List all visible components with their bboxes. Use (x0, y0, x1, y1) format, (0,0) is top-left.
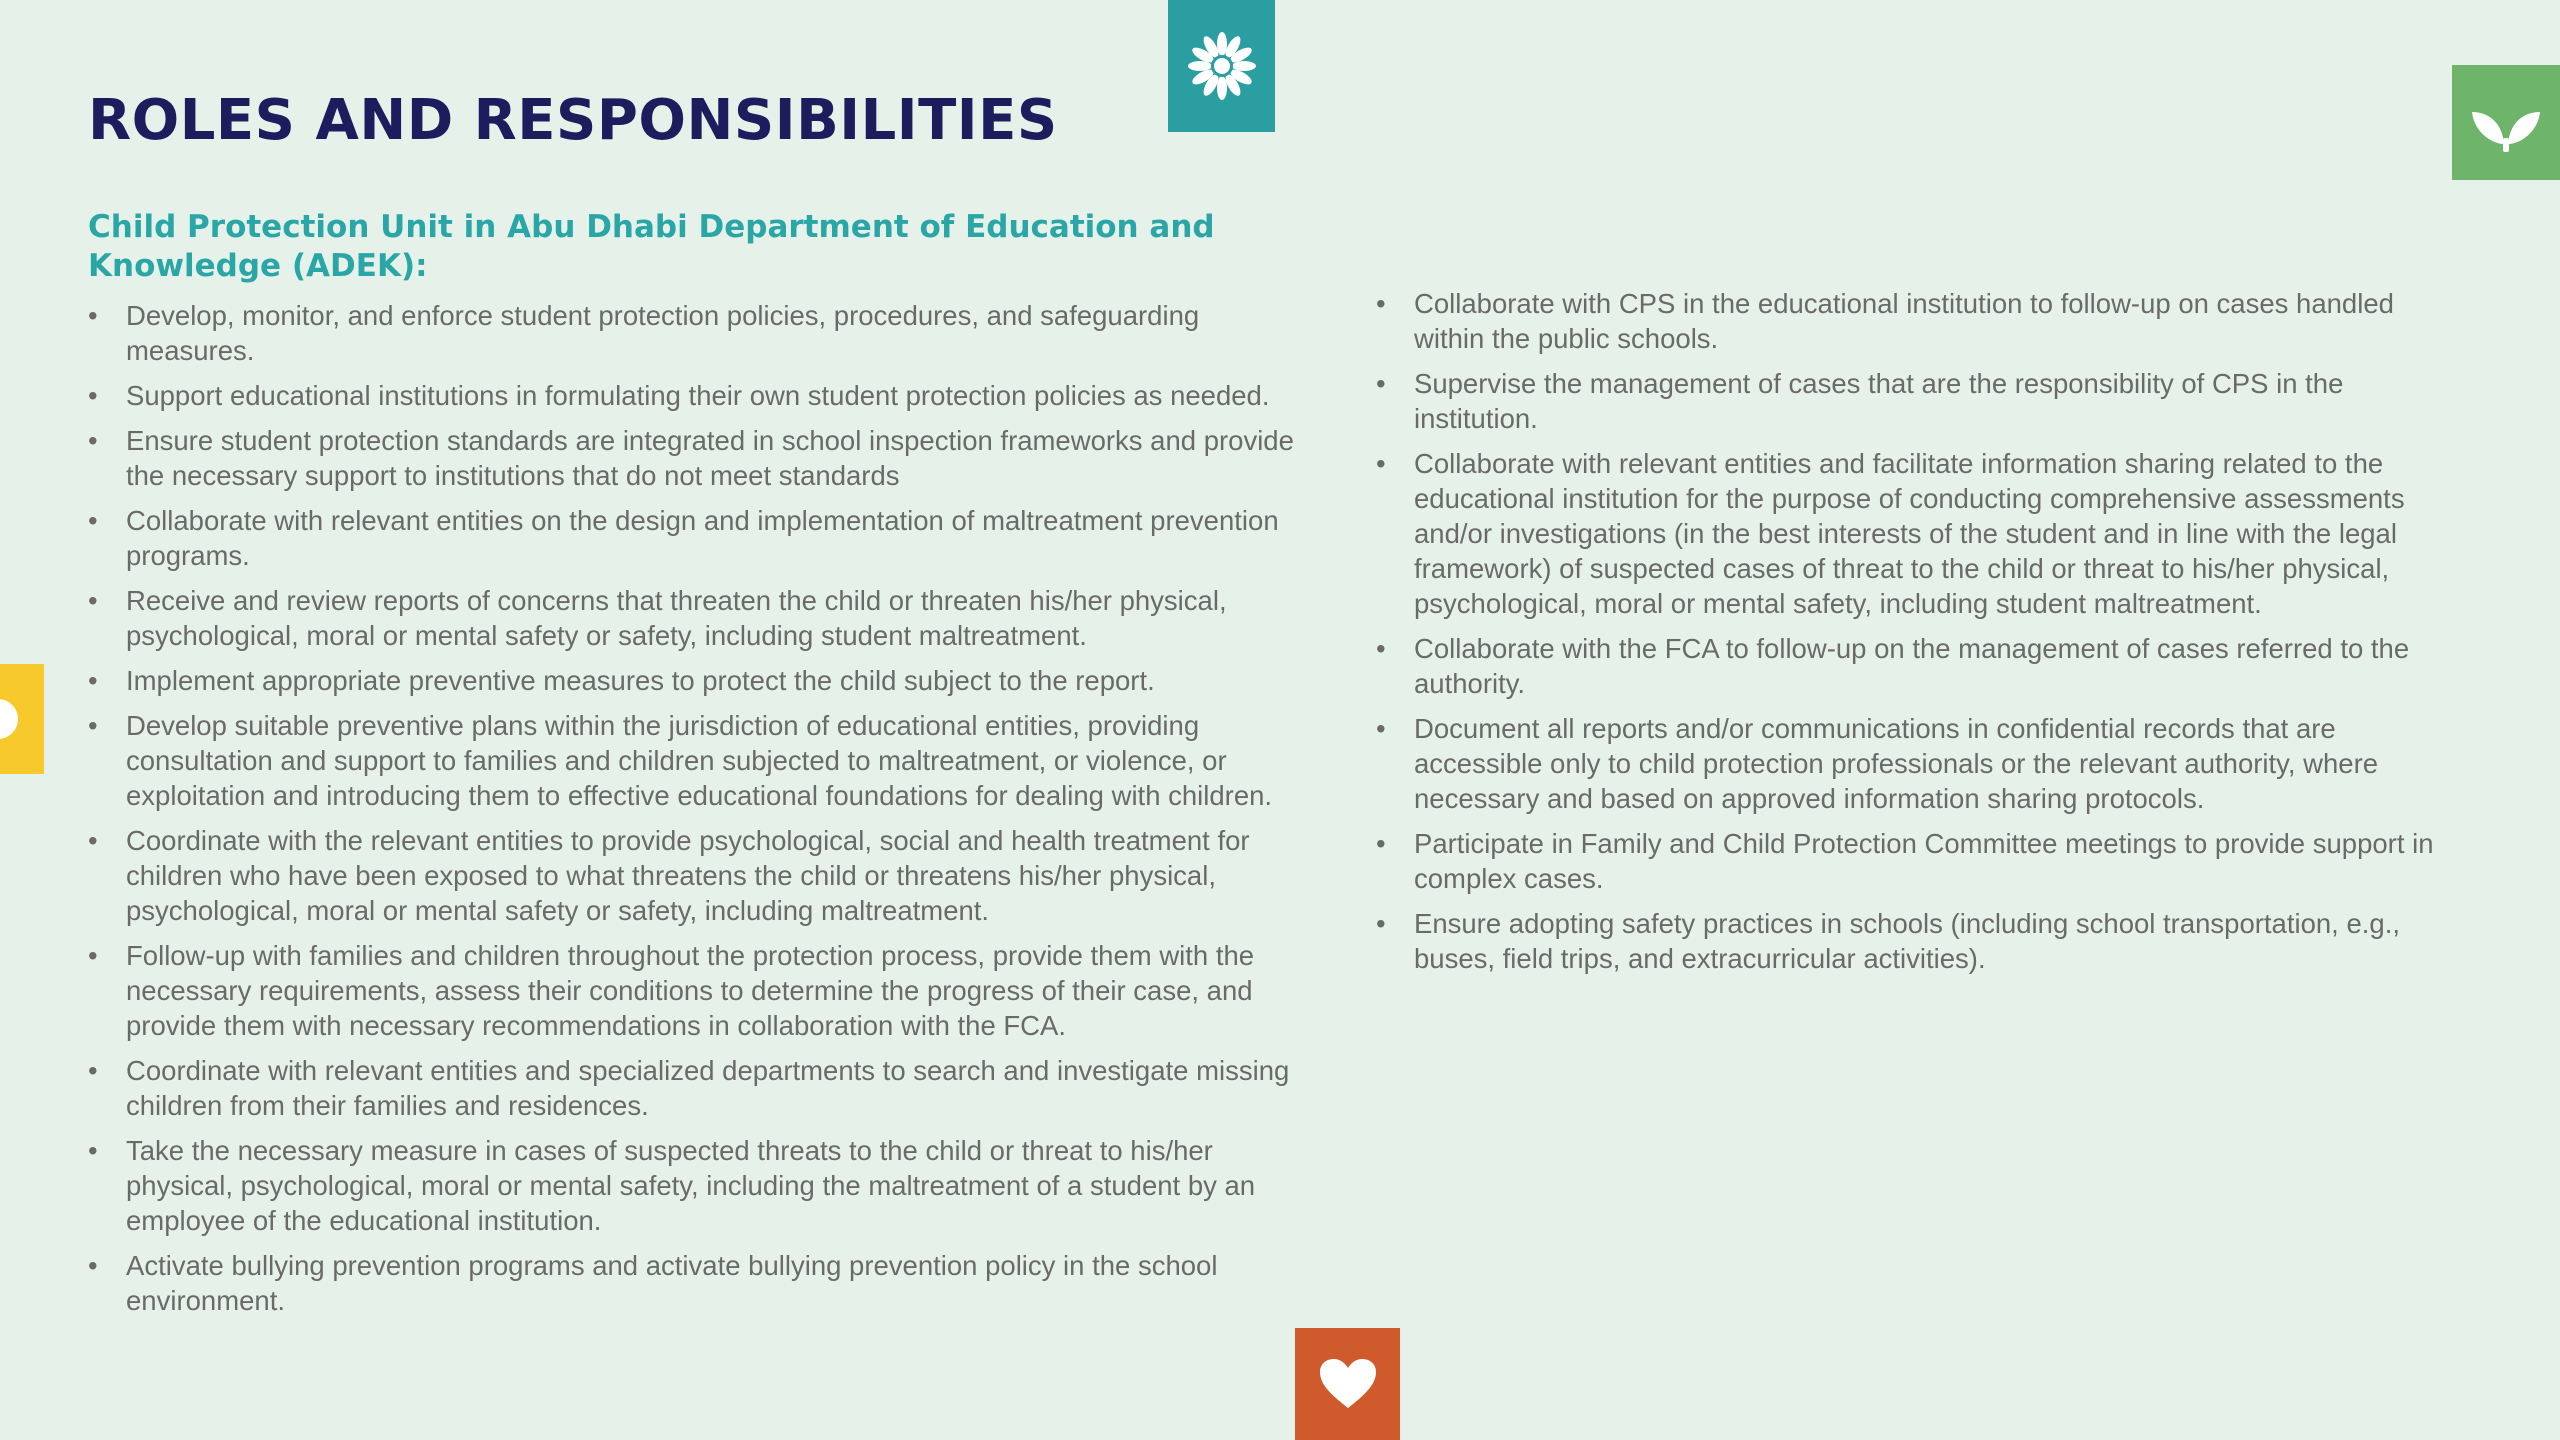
list-item: • Receive and review reports of concerns that threaten the child or threaten his/her physical, psychological, moral or mental safety or safety, including student maltreatment. (88, 583, 1318, 653)
circle-icon (0, 699, 18, 739)
list-item: • Support educational institutions in formulating their own student protection policies as needed. (88, 378, 1318, 413)
list-item: • Document all reports and/or communications in confidential records that are accessible only to child protection professionals or the relevant authority, where necessary and based on approved information sharing protocols. (1376, 711, 2456, 816)
list-item: • Follow-up with families and children throughout the protection process, provide them with the necessary requirements, assess their conditions to determine the progress of their case, and provide them with necessary recommendations in collaboration with the FCA. (88, 938, 1318, 1043)
page-title: ROLES AND RESPONSIBILITIES (88, 88, 1058, 153)
list-item: • Collaborate with CPS in the educational institution to follow-up on cases handled within the public schools. (1376, 286, 2456, 356)
list-item: • Activate bullying prevention programs and activate bullying prevention policy in the school environment. (88, 1248, 1318, 1318)
section-subtitle: Child Protection Unit in Abu Dhabi Department of Education and Knowledge (ADEK): (88, 209, 1215, 284)
yellow-tab (0, 664, 44, 774)
list-item: • Take the necessary measure in cases of suspected threats to the child or threat to his/her physical, psychological, moral or mental safety, including the maltreatment of a student by an employee of the educational institution. (88, 1133, 1318, 1238)
flower-icon (1182, 26, 1262, 106)
list-item: • Develop suitable preventive plans within the jurisdiction of educational entities, providing consultation and support to families and children subjected to maltreatment, or violence, or exploitation and introducing them to effective educational foundations for dealing with children. (88, 708, 1318, 813)
heart-tile (1295, 1328, 1400, 1440)
list-item: • Coordinate with relevant entities and specialized departments to search and investigate missing children from their families and residences. (88, 1053, 1318, 1123)
flower-tile (1168, 0, 1275, 132)
sprout-tile (2452, 65, 2560, 180)
list-item: • Collaborate with relevant entities on the design and implementation of maltreatment prevention programs. (88, 503, 1318, 573)
list-item: • Ensure student protection standards are integrated in school inspection frameworks and provide the necessary support to institutions that do not meet standards (88, 423, 1318, 493)
list-item: • Implement appropriate preventive measures to protect the child subject to the report. (88, 663, 1318, 698)
left-responsibilities-list (88, 298, 1318, 1328)
sprout-icon (2466, 88, 2546, 158)
list-item: • Supervise the management of cases that are the responsibility of CPS in the institution. (1376, 366, 2456, 436)
list-item: • Coordinate with the relevant entities to provide psychological, social and health treatment for children who have been exposed to what threatens the child or threatens his/her physical, psychological, moral or mental safety or safety, including maltreatment. (88, 823, 1318, 928)
list-item: • Develop, monitor, and enforce student protection policies, procedures, and safeguarding measures. (88, 298, 1318, 368)
list-item: • Collaborate with relevant entities and facilitate information sharing related to the educational institution for the purpose of conducting comprehensive assessments and/or investigations (in the best interests of the student and in line with the legal framework) of suspected cases of threat to the child or threat to his/her physical, psychological, moral or mental safety, including student maltreatment. (1376, 446, 2456, 621)
heart-icon (1316, 1356, 1380, 1412)
list-item: • Ensure adopting safety practices in schools (including school transportation, e.g., buses, field trips, and extracurricular activities). (1376, 906, 2456, 976)
list-item: • Participate in Family and Child Protection Committee meetings to provide support in complex cases. (1376, 826, 2456, 896)
list-item: • Collaborate with the FCA to follow-up on the management of cases referred to the authority. (1376, 631, 2456, 701)
right-responsibilities-list (1376, 286, 2456, 986)
